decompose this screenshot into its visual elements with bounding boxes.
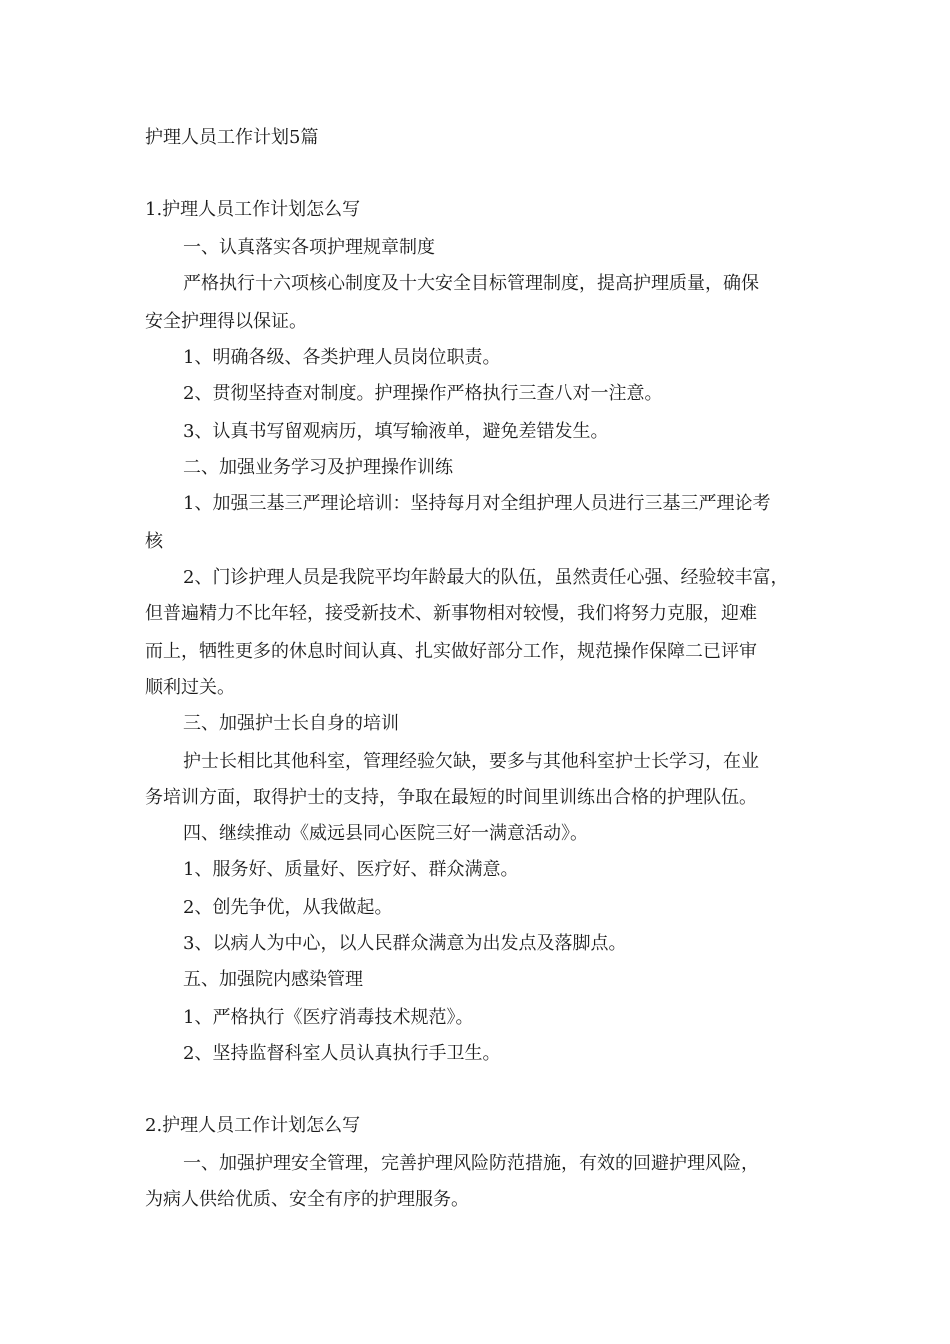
paragraph-line: 3、认真书写留观病历，填写输液单，避免差错发生。 (183, 421, 609, 442)
paragraph-line: 四、继续推动《威远县同心医院三好一满意活动》。 (183, 823, 588, 844)
paragraph-line: 1、明确各级、各类护理人员岗位职责。 (183, 347, 501, 368)
paragraph-line: 务培训方面，取得护士的支持，争取在最短的时间里训练出合格的护理队伍。 (145, 787, 757, 808)
paragraph-line: 2、坚持监督科室人员认真执行手卫生。 (183, 1043, 501, 1064)
paragraph-line: 1、加强三基三严理论培训：坚持每月对全组护理人员进行三基三严理论考 (183, 493, 771, 514)
paragraph-line: 一、认真落实各项护理规章制度 (183, 237, 435, 258)
paragraph-line: 3、以病人为中心，以人民群众满意为出发点及落脚点。 (183, 933, 627, 954)
paragraph-line: 1、服务好、质量好、医疗好、群众满意。 (183, 859, 519, 880)
paragraph-line: 2、门诊护理人员是我院平均年龄最大的队伍，虽然责任心强、经验较丰富， (183, 567, 789, 588)
paragraph-line: 一、加强护理安全管理，完善护理风险防范措施，有效的回避护理风险， (183, 1153, 759, 1174)
paragraph-line: 核 (145, 531, 163, 552)
paragraph-line: 五、加强院内感染管理 (183, 969, 363, 990)
section-1-heading: 1.护理人员工作计划怎么写 (145, 199, 361, 220)
paragraph-line: 三、加强护士长自身的培训 (183, 713, 399, 734)
paragraph-line: 为病人供给优质、安全有序的护理服务。 (145, 1189, 469, 1210)
paragraph-line: 1、严格执行《医疗消毒技术规范》。 (183, 1007, 474, 1028)
document-title: 护理人员工作计划5篇 (145, 127, 319, 148)
paragraph-line: 2、贯彻坚持查对制度。护理操作严格执行三查八对一注意。 (183, 383, 663, 404)
paragraph-line: 二、加强业务学习及护理操作训练 (183, 457, 453, 478)
paragraph-line: 但普遍精力不比年轻，接受新技术、新事物相对较慢，我们将努力克服，迎难 (145, 603, 757, 624)
paragraph-line: 2、创先争优，从我做起。 (183, 897, 393, 918)
paragraph-line: 顺利过关。 (145, 677, 235, 698)
paragraph-line: 而上，牺牲更多的休息时间认真、扎实做好部分工作，规范操作保障二已评审 (145, 641, 757, 662)
paragraph-line: 严格执行十六项核心制度及十大安全目标管理制度，提高护理质量，确保 (183, 273, 759, 294)
section-2-heading: 2.护理人员工作计划怎么写 (145, 1115, 361, 1136)
paragraph-line: 护士长相比其他科室，管理经验欠缺，要多与其他科室护士长学习，在业 (183, 751, 759, 772)
paragraph-line: 安全护理得以保证。 (145, 311, 307, 332)
